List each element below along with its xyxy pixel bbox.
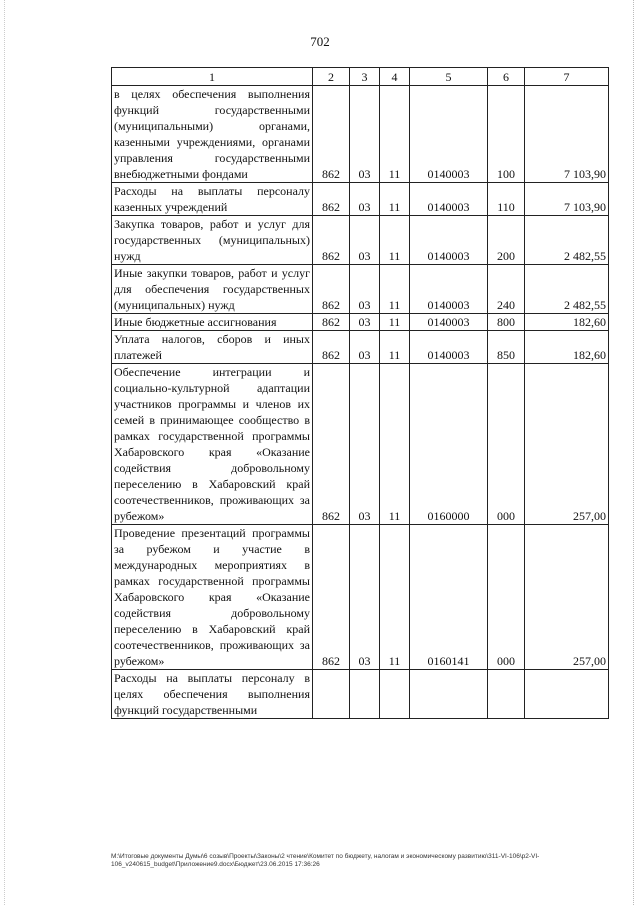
table-row xyxy=(112,265,609,314)
row-description: Обеспечение интеграции и социально-культурной адаптации участников программы и членов их семей в принимающее сообщество в рамках государственной программы Хабаровского края «Оказание содействия добровольному переселению в Хабаровский край соотечественников, проживающих за рубежом» xyxy=(112,364,313,525)
table-row xyxy=(112,216,609,265)
row-subsection: 11 xyxy=(380,331,410,364)
row-target-article: 0140003 xyxy=(410,265,488,314)
header-col-3: 3 xyxy=(350,68,380,86)
row-amount: 7 103,90 xyxy=(525,183,609,216)
file-path-footer xyxy=(111,853,631,869)
row-subsection: 11 xyxy=(380,216,410,265)
row-section: 03 xyxy=(350,216,380,265)
row-subsection: 11 xyxy=(380,364,410,525)
row-amount: 7 103,90 xyxy=(525,86,609,183)
row-description: Проведение презентаций программы за рубежом и участие в международных мероприятиях в рамках государственной программы Хабаровского края «Оказание содействия добровольному переселению в Хабаровский край соотечественников, проживающих за рубежом» xyxy=(112,525,313,670)
left-margin-line xyxy=(4,0,6,905)
row-expense-type: 200 xyxy=(488,216,525,265)
row-expense-type: 110 xyxy=(488,183,525,216)
row-amount: 182,60 xyxy=(525,314,609,331)
page-number: 702 xyxy=(310,34,330,49)
row-expense-type: 800 xyxy=(488,314,525,331)
row-subsection xyxy=(380,670,410,719)
row-section: 03 xyxy=(350,183,380,216)
row-description: Расходы на выплаты персоналу казенных учреждений xyxy=(112,183,313,216)
row-expense-type xyxy=(488,670,525,719)
row-description: Иные закупки товаров, работ и услуг для обеспечения государственных (муниципальных) нужд xyxy=(112,265,313,314)
row-target-article: 0140003 xyxy=(410,216,488,265)
row-target-article: 0160141 xyxy=(410,525,488,670)
row-subsection: 11 xyxy=(380,265,410,314)
row-target-article xyxy=(410,670,488,719)
row-admin-code: 862 xyxy=(313,331,350,364)
row-amount: 182,60 xyxy=(525,331,609,364)
row-target-article: 0140003 xyxy=(410,314,488,331)
header-col-2: 2 xyxy=(313,68,350,86)
table-row xyxy=(112,525,609,670)
row-section: 03 xyxy=(350,364,380,525)
row-amount xyxy=(525,670,609,719)
row-section: 03 xyxy=(350,331,380,364)
header-row xyxy=(112,68,609,86)
row-subsection: 11 xyxy=(380,183,410,216)
row-admin-code: 862 xyxy=(313,265,350,314)
row-expense-type: 850 xyxy=(488,331,525,364)
row-admin-code xyxy=(313,670,350,719)
row-expense-type: 000 xyxy=(488,364,525,525)
table-row xyxy=(112,364,609,525)
row-description: Расходы на выплаты персоналу в целях обеспечения выполнения функций государственными xyxy=(112,670,313,719)
row-description: в целях обеспечения выполнения функций государственными (муниципальными) органами, казенными учреждениями, органами управления государственными внебюджетными фондами xyxy=(112,86,313,183)
header-col-7: 7 xyxy=(525,68,609,86)
header-col-5: 5 xyxy=(410,68,488,86)
row-admin-code: 862 xyxy=(313,364,350,525)
row-subsection: 11 xyxy=(380,86,410,183)
budget-table xyxy=(111,67,609,719)
row-expense-type: 100 xyxy=(488,86,525,183)
row-admin-code: 862 xyxy=(313,86,350,183)
row-admin-code: 862 xyxy=(313,183,350,216)
row-description: Уплата налогов, сборов и иных платежей xyxy=(112,331,313,364)
footer-line-2: 106_v240615_budget\Приложение9.docx\Бюджет\23.06.2015 17:36:26 xyxy=(111,861,320,868)
row-amount: 2 482,55 xyxy=(525,216,609,265)
footer-line-1: M:\Итоговые документы Думы\6 созыв\Проекты\Законы\2 чтение\Комитет по бюджету, налогам и экономическому развитию\311-VI-106\p2-VI- xyxy=(111,853,540,860)
row-expense-type: 000 xyxy=(488,525,525,670)
row-admin-code: 862 xyxy=(313,525,350,670)
row-expense-type: 240 xyxy=(488,265,525,314)
table-row xyxy=(112,86,609,183)
row-amount: 2 482,55 xyxy=(525,265,609,314)
row-description: Иные бюджетные ассигнования xyxy=(112,314,313,331)
row-target-article: 0160000 xyxy=(410,364,488,525)
header-col-6: 6 xyxy=(488,68,525,86)
row-subsection: 11 xyxy=(380,314,410,331)
right-margin-line xyxy=(633,0,635,905)
table-row xyxy=(112,314,609,331)
row-section: 03 xyxy=(350,86,380,183)
row-admin-code: 862 xyxy=(313,314,350,331)
table-row xyxy=(112,670,609,719)
row-section: 03 xyxy=(350,314,380,331)
row-section: 03 xyxy=(350,525,380,670)
row-description: Закупка товаров, работ и услуг для государственных (муниципальных) нужд xyxy=(112,216,313,265)
row-admin-code: 862 xyxy=(313,216,350,265)
row-amount: 257,00 xyxy=(525,525,609,670)
row-section: 03 xyxy=(350,265,380,314)
header-col-4: 4 xyxy=(380,68,410,86)
table-row xyxy=(112,331,609,364)
row-target-article: 0140003 xyxy=(410,331,488,364)
row-target-article: 0140003 xyxy=(410,86,488,183)
row-section xyxy=(350,670,380,719)
header-col-1: 1 xyxy=(112,68,313,86)
table-row xyxy=(112,183,609,216)
row-amount: 257,00 xyxy=(525,364,609,525)
row-target-article: 0140003 xyxy=(410,183,488,216)
row-subsection: 11 xyxy=(380,525,410,670)
